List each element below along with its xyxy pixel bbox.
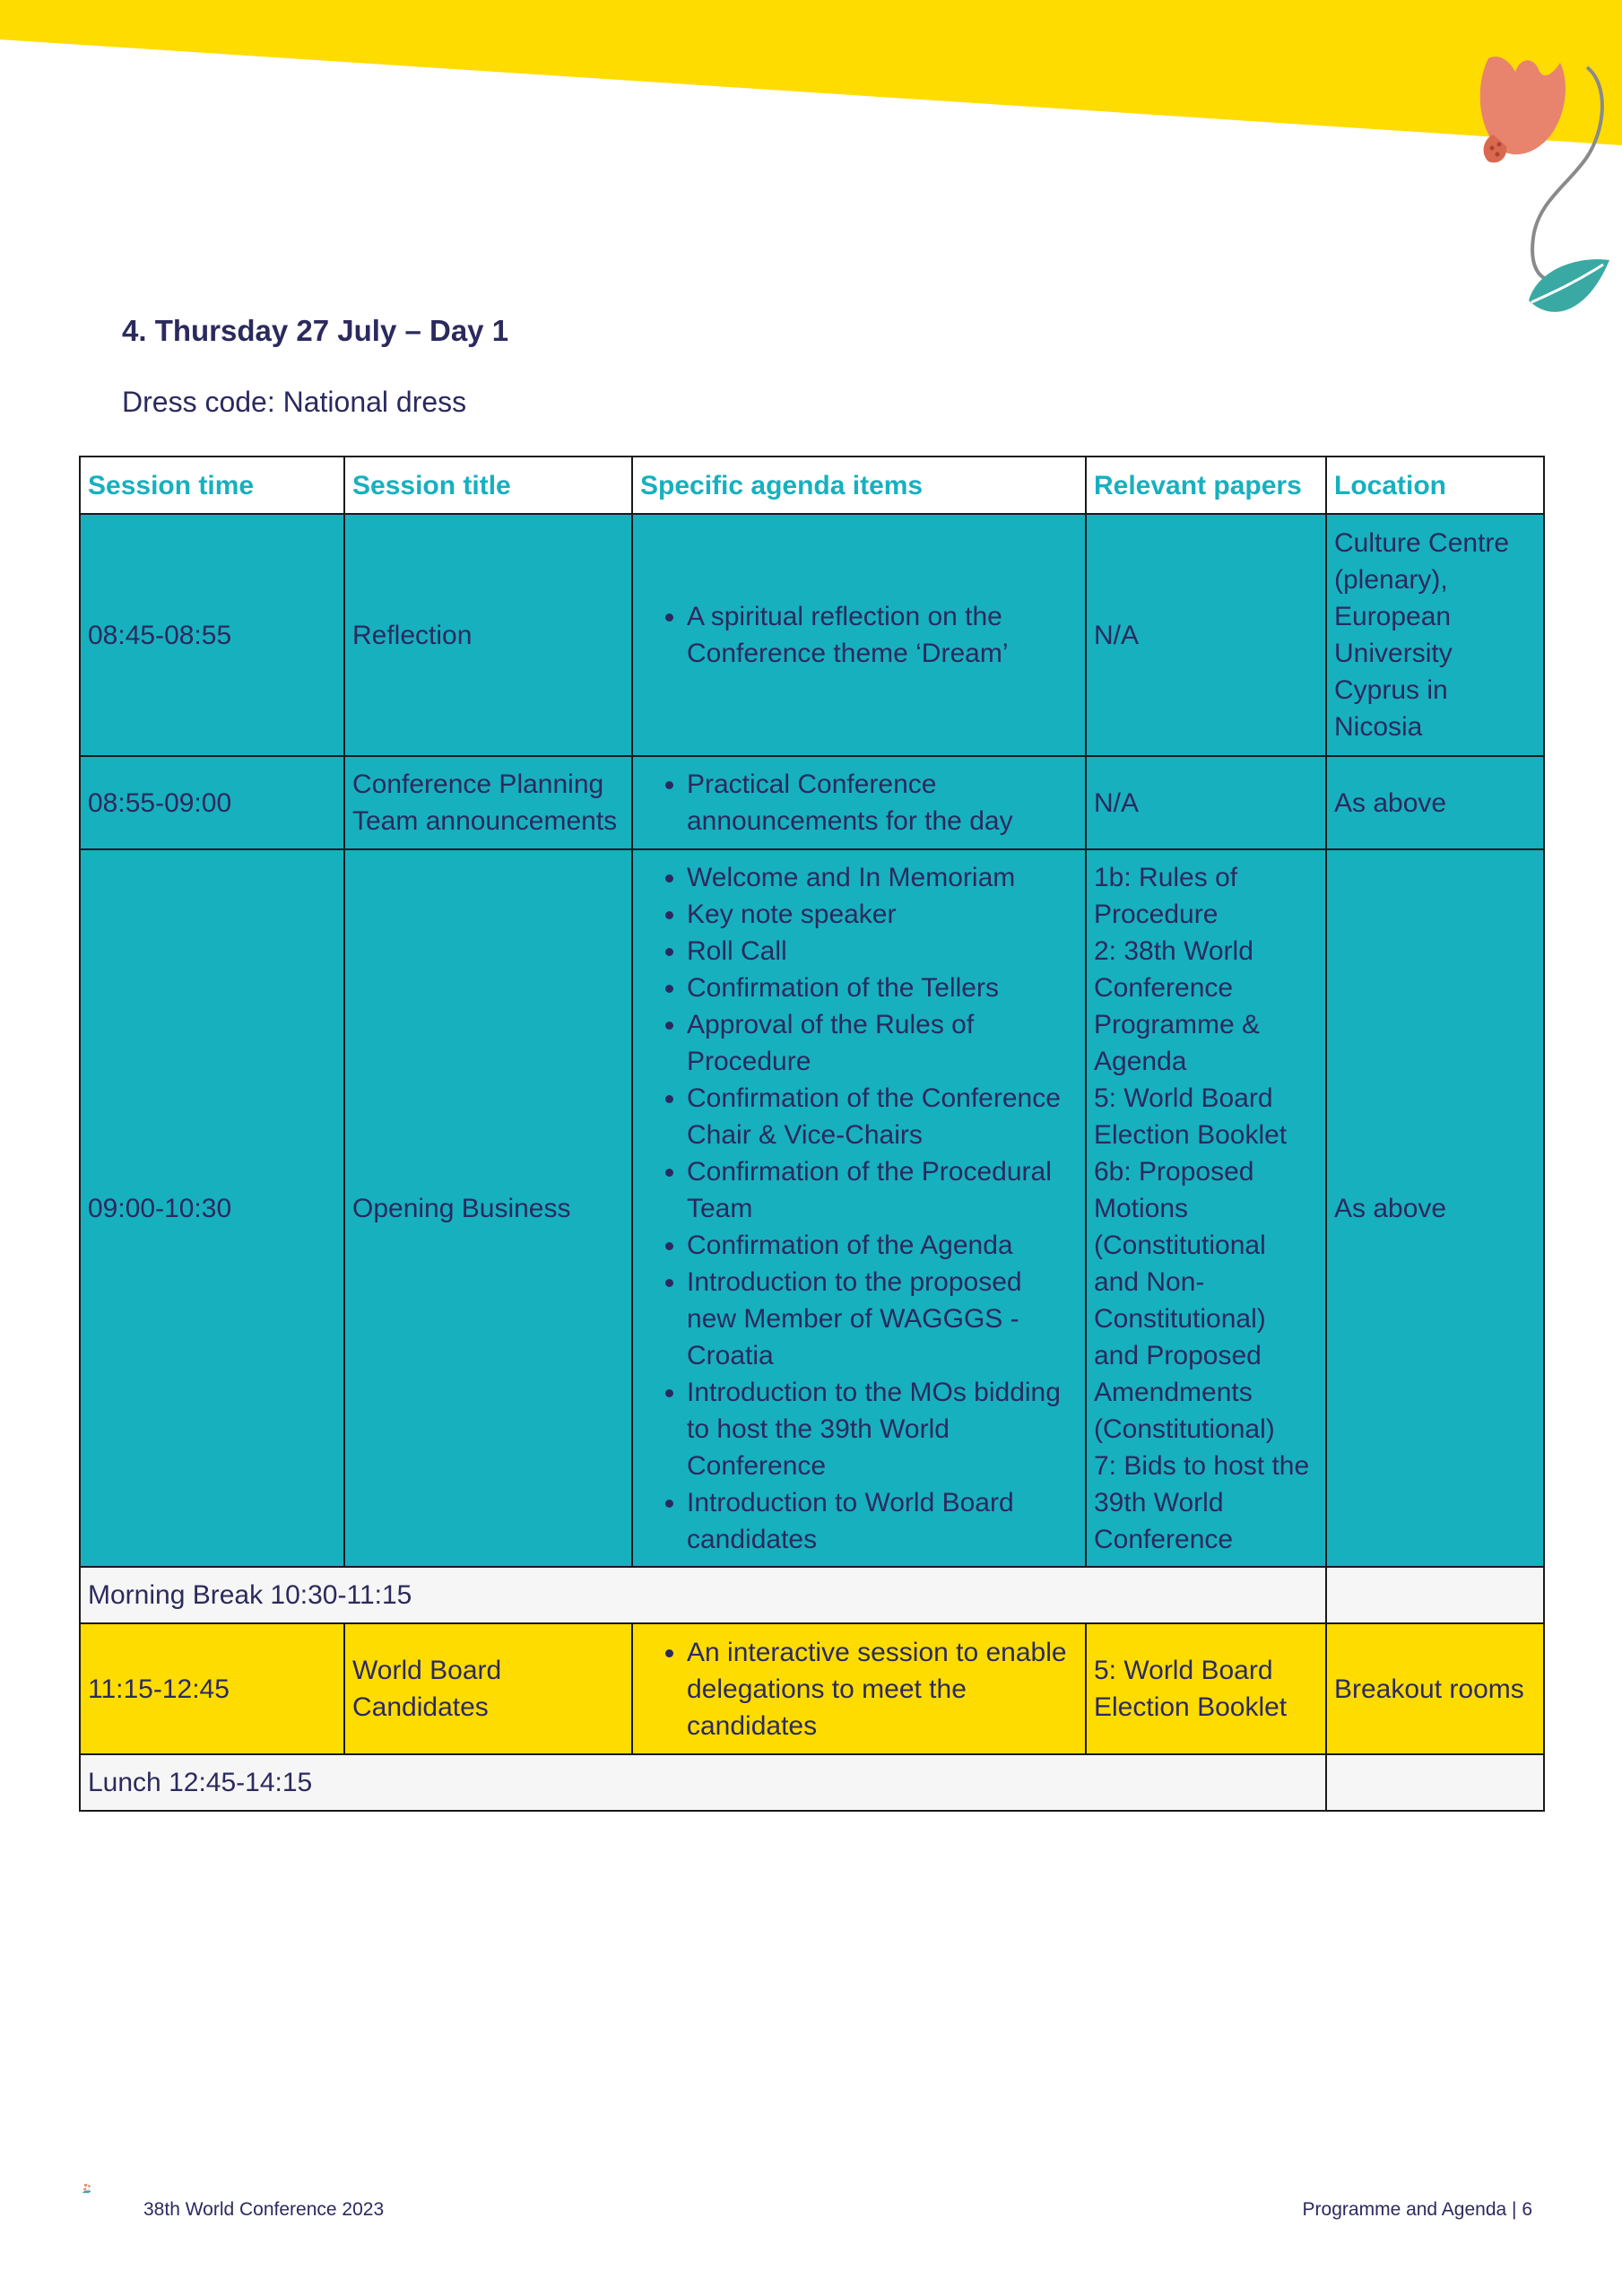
table-row <box>80 514 1544 756</box>
session-time-cell: 08:55-09:00 <box>80 756 344 849</box>
empty-location-cell <box>1326 1754 1544 1811</box>
paper-reference: N/A <box>1094 620 1140 650</box>
break-row <box>80 1567 1544 1623</box>
agenda-item: • Introduction to the proposed new Member of WAGGGS - Croatia <box>687 1264 1078 1374</box>
relevant-papers-cell <box>1086 514 1326 756</box>
footer-flower-logo <box>81 2157 143 2220</box>
agenda-item: • Confirmation of the Agenda <box>687 1227 1078 1264</box>
paper-reference: 1b: Rules of Procedure <box>1094 862 1238 929</box>
empty-location-cell <box>1326 1567 1544 1623</box>
paper-reference: N/A <box>1094 787 1140 818</box>
footer-page-info: Programme and Agenda | 6 <box>1302 2199 1532 2220</box>
session-title-cell: World Board Candidates <box>344 1623 632 1754</box>
table-row <box>80 756 1544 849</box>
agenda-items-cell <box>632 1623 1086 1754</box>
table-row <box>80 849 1544 1567</box>
agenda-item: • Key note speaker <box>687 896 1078 933</box>
column-header-location: Location <box>1326 457 1544 514</box>
agenda-item: • Approval of the Rules of Procedure <box>687 1006 1078 1080</box>
agenda-item: • Confirmation of the Conference Chair & Vice-Chairs <box>687 1080 1078 1153</box>
column-header-agenda-items: Specific agenda items <box>632 457 1086 514</box>
relevant-papers-cell <box>1086 849 1326 1567</box>
column-header-session-time: Session time <box>80 457 344 514</box>
paper-reference: 5: World Board Election Booklet <box>1094 1083 1288 1150</box>
session-title-cell: Conference Planning Team announcements <box>344 756 632 849</box>
location-cell: As above <box>1326 756 1544 849</box>
agenda-items-cell <box>632 756 1086 849</box>
flower-illustration <box>1453 49 1614 336</box>
break-label: Lunch 12:45-14:15 <box>80 1754 1326 1811</box>
location-cell: As above <box>1326 849 1544 1567</box>
agenda-item: • Practical Conference announcements for the day <box>687 766 1078 839</box>
relevant-papers-cell <box>1086 1623 1326 1754</box>
break-row <box>80 1754 1544 1811</box>
yellow-header-band <box>0 0 1622 152</box>
paper-reference: 5: World Board Election Booklet <box>1094 1656 1288 1722</box>
section-heading: 4. Thursday 27 July – Day 1 <box>122 314 509 347</box>
paper-reference: 6b: Proposed Motions (Constitutional and Non-Constitutional) and Proposed Amendments (Constitutional) <box>1094 1156 1275 1444</box>
agenda-item: • Welcome and In Memoriam <box>687 859 1078 896</box>
session-title-cell: Reflection <box>344 514 632 756</box>
location-cell: Culture Centre (plenary), European University Cyprus in Nicosia <box>1326 514 1544 756</box>
break-label: Morning Break 10:30-11:15 <box>80 1567 1326 1623</box>
agenda-item: • Introduction to World Board candidates <box>687 1484 1078 1558</box>
session-time-cell: 09:00-10:30 <box>80 849 344 1567</box>
dress-code-text: Dress code: National dress <box>122 386 467 418</box>
paper-reference: 2: 38th World Conference Programme & Agenda <box>1094 935 1261 1076</box>
table-header-row <box>80 457 1544 514</box>
paper-reference: 7: Bids to host the 39th World Conference <box>1094 1450 1310 1554</box>
session-title-cell: Opening Business <box>344 849 632 1567</box>
agenda-item: • Roll Call <box>687 933 1078 970</box>
agenda-items-cell <box>632 849 1086 1567</box>
location-cell: Breakout rooms <box>1326 1623 1544 1754</box>
session-time-cell: 11:15-12:45 <box>80 1623 344 1754</box>
session-time-cell: 08:45-08:55 <box>80 514 344 756</box>
table-row <box>80 1623 1544 1754</box>
relevant-papers-cell <box>1086 756 1326 849</box>
agenda-item: • Confirmation of the Procedural Team <box>687 1153 1078 1227</box>
column-header-session-title: Session title <box>344 457 632 514</box>
agenda-item: • Confirmation of the Tellers <box>687 970 1078 1006</box>
agenda-item: • A spiritual reflection on the Conference theme ‘Dream’ <box>687 598 1078 672</box>
agenda-items-cell <box>632 514 1086 756</box>
footer-conference-name: 38th World Conference 2023 <box>143 2199 385 2220</box>
column-header-relevant-papers: Relevant papers <box>1086 457 1326 514</box>
agenda-item: • Introduction to the MOs bidding to host the 39th World Conference <box>687 1374 1078 1484</box>
agenda-table <box>79 456 1545 1812</box>
agenda-item: • An interactive session to enable delegations to meet the candidates <box>687 1634 1078 1744</box>
